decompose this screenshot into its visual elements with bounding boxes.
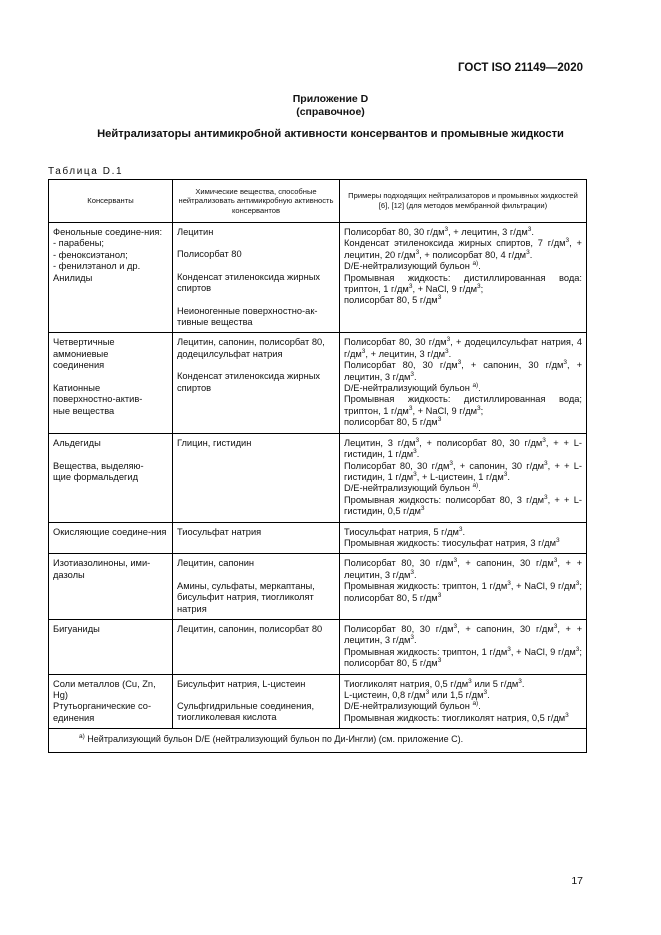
example-line: D/E-нейтрализующий бульон $^{а)}$.: [344, 382, 481, 394]
preservative-line: [53, 372, 168, 383]
preservative-line: [53, 449, 168, 460]
preservative-line: Соли металлов (Cu, Zn, Hg): [53, 678, 156, 700]
table-row: [49, 333, 587, 433]
cell-chemical: [173, 522, 340, 554]
preservative-line: Окисляющие соедине-ния: [53, 526, 167, 537]
example-line: полисорбат 80, 5 $г/дм^3$: [344, 294, 442, 306]
example-line: полисорбат 80, 5 $г/дм^3$: [344, 416, 442, 428]
chemical-item: Амины, сульфаты, меркаптаны, бисульфит натрия, тиогликолят натрия: [177, 580, 315, 614]
example-line: Промывная жидкость: триптон, 1 $г/дм^3$, + NaCl, 9 $г/дм^3$; полисорбат 80, 5 $г/дм^3$: [344, 645, 582, 669]
table-footnote-row: [49, 729, 587, 752]
chemical-item: Конденсат этиленоксида жирных спиртов: [177, 371, 321, 393]
table-footnote: $^{а)}$ Нейтрализующий бульон D/E (нейтрализующий бульон по Ди-Ингли) (см. приложение С).: [49, 729, 587, 752]
chemical-item: Неионогенные поверхностно-ак-тивные вещества: [177, 305, 318, 328]
table-row: [49, 522, 587, 554]
preservative-line: Катионные: [53, 383, 101, 394]
preservative-line: Ртутьорганические со-единения: [53, 701, 152, 723]
preservative-line: щие формальдегид: [53, 471, 139, 482]
chemical-item: Лецитин: [177, 227, 214, 237]
chemical-item: Лецитин, сапонин, полисорбат 80, додецилсульфат натрия: [177, 337, 325, 359]
cell-example: [340, 433, 587, 522]
example-line: Полисорбат 80, 30 $г/дм^3$, + сапонин, 30 $г/дм^3$, + + лецитин, 3 $г/дм^3$.: [344, 557, 583, 580]
cell-chemical: [173, 619, 340, 674]
example-line: L-цистеин, 0,8 $г/дм^3$ или 1,5 $г/дм^3$.: [344, 689, 490, 700]
example-line: Лецитин, 3 $г/дм^3$, + полисорбат 80, 30 $г/дм^3$, + + L-гистидин, 1 $г/дм^3$.: [344, 436, 582, 460]
cell-example: [340, 554, 587, 620]
example-line: Конденсат этиленоксида жирных спиртов, 7 $г/дм^3$, + лецитин, 20 $г/дм^3$, + полисорбат 80, 4 $г/дм^3$.: [344, 237, 582, 260]
neutralizers-table: [48, 179, 587, 753]
example-line: Тиогликолят натрия, 0,5 $г/дм^3$ или 5 $г/дм^3$.: [344, 677, 525, 689]
example-line: Промывная жидкость: дистиллированная вода: триптон, 1 $г/дм^3$, + NaCl, 9 $г/дм^3$;: [344, 272, 582, 295]
table-row: [49, 619, 587, 674]
cell-example: [340, 674, 587, 729]
annex-title: Приложение D: [292, 93, 369, 105]
example-line: D/E-нейтрализующий бульон $^{а)}$.: [344, 482, 481, 494]
preservative-line: Альдегиды: [53, 437, 101, 448]
cell-example: [340, 522, 587, 554]
table-label: Таблица D.1: [48, 166, 124, 177]
cell-preservative: [49, 223, 173, 333]
cell-preservative: [49, 674, 173, 729]
table-row: [49, 554, 587, 620]
cell-example: [340, 223, 587, 333]
table-row: [49, 223, 587, 333]
example-line: Промывная жидкость: тиосульфат натрия, 3 $г/дм^3$: [344, 536, 560, 548]
chemical-item: Глицин, гистидин: [177, 437, 252, 448]
example-line: Полисорбат 80, 30 $г/дм^3$, + сапонин, 30 $г/дм^3$, + + L-гистидин, 1 $г/дм^3$, + L-цистеин, 1 $г/дм^3$.: [344, 459, 582, 482]
table-row: [49, 433, 587, 522]
document-code: ГОСТ ISO 21149—2020: [458, 62, 583, 74]
preservative-line: Фенольные соедине-ния:: [53, 227, 163, 237]
cell-preservative: [49, 522, 173, 554]
chemical-item: Конденсат этиленоксида жирных спиртов: [177, 271, 321, 294]
preservative-line: Анилиды: [53, 272, 93, 283]
page-title: Нейтрализаторы антимикробной активности консервантов и промывные жидкости: [97, 128, 564, 140]
header-examples: Примеры подходящих нейтрализаторов и промывных жидкостей [6], [12] (для методов мембранной фильтрации): [340, 180, 587, 223]
chemical-item: Лецитин, сапонин: [177, 558, 255, 569]
example-line: Промывная жидкость: тиогликолят натрия, 0,5 $г/дм^3$: [344, 711, 569, 723]
cell-chemical: [173, 433, 340, 522]
example-line: Полисорбат 80, 30 $г/дм^3$, + сапонин, 30 $г/дм^3$, + + лецитин, 3 $г/дм^3$.: [344, 622, 583, 646]
header-preservatives: Консерванты: [49, 180, 173, 223]
example-line: Промывная жидкость: дистиллированная вода; триптон, 1 $г/дм^3$, + NaCl, 9 $г/дм^3$;: [344, 394, 582, 416]
preservative-line: Бигуаниды: [53, 623, 100, 634]
preservative-line: ные вещества: [53, 405, 115, 416]
preservative-line: Вещества, выделяю-: [53, 460, 144, 471]
cell-example: [340, 619, 587, 674]
chemical-item: Сульфгидрильные соединения, тиогликолевая кислота: [177, 701, 315, 723]
example-line: Промывная жидкость: полисорбат 80, 3 $г/дм^3$, + + L-гистидин, 0,5 $г/дм^3$: [344, 493, 582, 517]
cell-chemical: [173, 223, 340, 333]
preservative-line: соединения: [53, 360, 105, 371]
preservative-line: - фенилэтанол и др.: [53, 261, 141, 272]
cell-chemical: [173, 554, 340, 620]
chemical-item: Бисульфит натрия, L-цистеин: [177, 678, 306, 689]
example-line: Полисорбат 80, 30 $г/дм^3$, + додецилсульфат натрия, 4 $г/дм^3$, + лецитин, 3 $г/дм^3$.: [344, 336, 582, 359]
header-chemicals: Химические вещества, способные нейтрализовать антимикробную активность консервантов: [173, 180, 340, 223]
chemical-item: Тиосульфат натрия: [177, 526, 262, 537]
preservative-line: - феноксиэтанол;: [53, 249, 128, 260]
preservative-line: поверхностно-актив-: [53, 394, 143, 405]
cell-chemical: [173, 674, 340, 729]
cell-chemical: [173, 333, 340, 433]
cell-example: [340, 333, 587, 433]
annex-heading: [0, 93, 661, 119]
cell-preservative: [49, 554, 173, 620]
example-line: Полисорбат 80, 30 $г/дм^3$, + лецитин, 3 $г/дм^3$.: [344, 226, 534, 237]
cell-preservative: [49, 619, 173, 674]
table-body: [49, 223, 587, 729]
cell-preservative: [49, 433, 173, 522]
table-header-row: [49, 180, 587, 223]
cell-preservative: [49, 333, 173, 433]
example-line: Промывная жидкость: триптон, 1 $г/дм^3$, + NaCl, 9 $г/дм^3$; полисорбат 80, 5 $г/дм^3$: [344, 580, 582, 603]
page-number: 17: [571, 875, 583, 887]
example-line: Тиосульфат натрия, 5 $г/дм^3$.: [344, 525, 466, 537]
preservative-line: Изотиазолиноны, ими-дазолы: [53, 558, 151, 580]
chemical-item: Лецитин, сапонин, полисорбат 80: [177, 623, 323, 634]
preservative-line: Четвертичные: [53, 337, 115, 348]
example-line: Полисорбат 80, 30 $г/дм^3$, + сапонин, 30 $г/дм^3$, + лецитин, 3 $г/дм^3$.: [344, 359, 582, 382]
table-row: [49, 674, 587, 729]
annex-status: (справочное): [296, 106, 365, 118]
chemical-item: Полисорбат 80: [177, 249, 242, 260]
example-line: D/E-нейтрализующий бульон $^{а)}$.: [344, 260, 481, 272]
example-line: D/E-нейтрализующий бульон $^{а)}$.: [344, 700, 481, 712]
preservative-line: - парабены;: [53, 238, 105, 249]
preservative-line: аммониевые: [53, 348, 109, 359]
